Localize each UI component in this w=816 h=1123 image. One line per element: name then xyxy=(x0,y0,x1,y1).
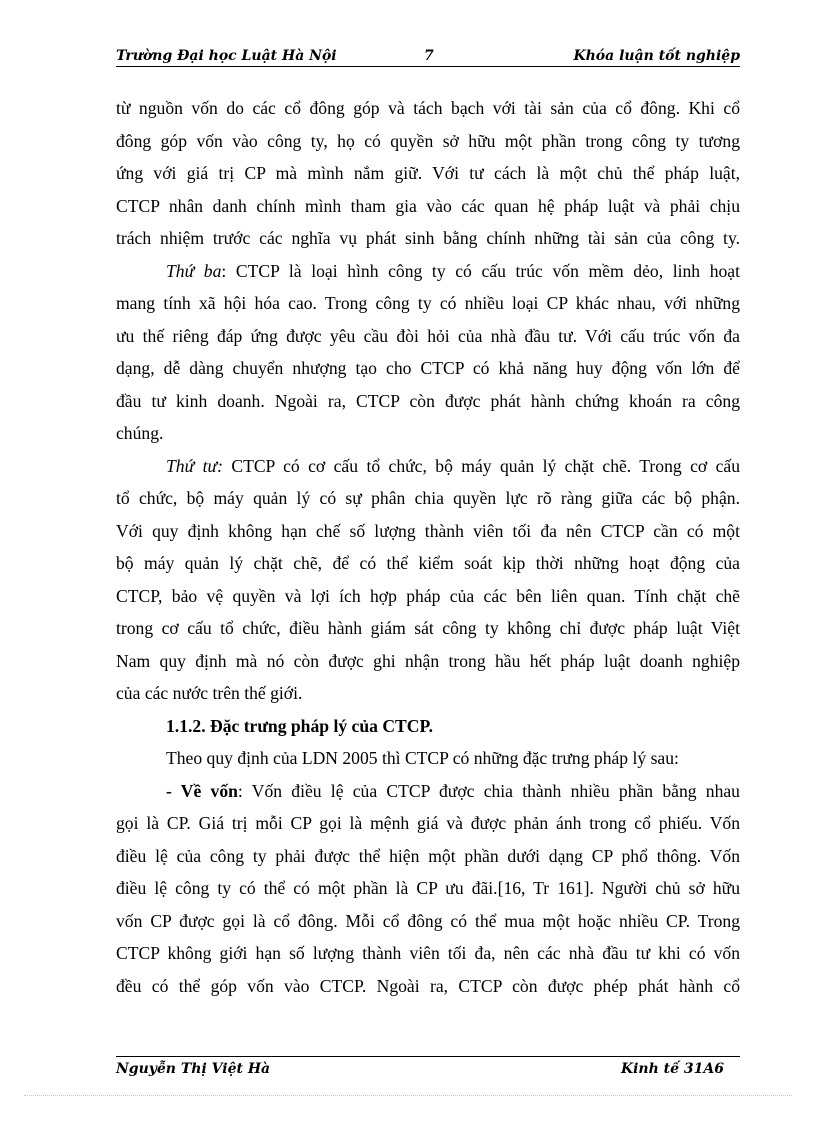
header-university: Trường Đại học Luật Hà Nội xyxy=(116,48,337,64)
body-line: trách nhiệm trước các nghĩa vụ phát sinh bằng chính những tài sản của công ty. xyxy=(116,228,740,248)
page-footer xyxy=(116,1056,740,1077)
body-line: CTCP, bảo vệ quyền và lợi ích hợp pháp của các bên liên quan. Tính chặt chẽ xyxy=(116,585,740,606)
body-line: mang tính xã hội hóa cao. Trong công ty có nhiều loại CP khác nhau, với những xyxy=(116,293,740,313)
paragraph-text: : CTCP là loại hình công ty có cấu trúc vốn mềm dẻo, linh hoạt xyxy=(221,260,741,281)
paragraph-ve-von-first-line xyxy=(116,775,740,808)
body-line: CTCP nhân danh chính mình tham gia vào các quan hệ pháp luật và phải chịu xyxy=(116,195,740,216)
body-line: đông góp vốn vào công ty, họ có quyền sở hữu một phần trong công ty tương xyxy=(116,130,740,151)
body-line: đầu tư kinh doanh. Ngoài ra, CTCP còn được phát hành chứng khoán ra công xyxy=(116,390,740,411)
body-line: điều lệ của công ty phải được thể hiện một phần dưới dạng CP phổ thông. Vốn xyxy=(116,845,740,866)
body-line: ưu thế riêng đáp ứng được yêu cầu đòi hỏi của nhà đầu tư. Với cấu trúc vốn đa xyxy=(116,325,740,346)
paragraph-thu-tu-first-line xyxy=(116,450,740,483)
page-header xyxy=(116,46,740,67)
paragraph-text: CTCP có cơ cấu tổ chức, bộ máy quản lý chặt chẽ. Trong cơ cấu xyxy=(222,455,741,476)
body-line: gọi là CP. Giá trị mỗi CP gọi là mệnh giá và được phản ánh trong cổ phiếu. Vốn xyxy=(116,813,740,833)
intro-line: Theo quy định của LDN 2005 thì CTCP có những đặc trưng pháp lý sau: xyxy=(166,748,679,768)
body-line: chúng. xyxy=(116,423,164,443)
header-document-type: Khóa luận tốt nghiệp xyxy=(573,48,740,64)
body-line: bộ máy quản lý chặt chẽ, để có thể kiểm soát kịp thời những hoạt động của xyxy=(116,553,740,573)
body-line: vốn CP được gọi là cổ đông. Mỗi cổ đông có thể mua một hoặc nhiều CP. Trong xyxy=(116,910,740,931)
body-line: từ nguồn vốn do các cổ đông góp và tách bạch với tài sản của cổ đông. Khi cổ xyxy=(116,98,740,118)
section-heading: 1.1.2. Đặc trưng pháp lý của CTCP. xyxy=(166,715,433,736)
body-line: điều lệ công ty có thể có một phần là CP ưu đãi.[16, Tr 161]. Người chủ sở hữu xyxy=(116,878,740,898)
footer-class: Kinh tế 31A6 xyxy=(620,1061,724,1077)
paragraph-thu-ba-first-line xyxy=(116,255,740,288)
body-line: Với quy định không hạn chế số lượng thành viên tối đa nên CTCP cần có một xyxy=(116,520,740,541)
paragraph-label: Thứ ba xyxy=(166,260,222,281)
body-line: đều có thể góp vốn vào CTCP. Ngoài ra, CTCP còn được phép phát hành cổ xyxy=(116,975,740,996)
paragraph-label: Thứ tư: xyxy=(166,455,223,476)
page-break-separator xyxy=(24,1095,792,1096)
header-page-number: 7 xyxy=(424,48,434,64)
body-line: CTCP không giới hạn số lượng thành viên tối đa, nên các nhà đầu tư khi có vốn xyxy=(116,943,740,963)
paragraph-label: - Về vốn xyxy=(166,780,238,801)
body-line: ứng với giá trị CP mà mình nắm giữ. Với tư cách là một chủ thể pháp luật, xyxy=(116,163,740,183)
body-line: trong cơ cấu tổ chức, điều hành giám sát công ty không chỉ được pháp luật Việt xyxy=(116,618,740,638)
footer-author: Nguyễn Thị Việt Hà xyxy=(116,1061,271,1077)
paragraph-text: : Vốn điều lệ của CTCP được chia thành nhiều phần bằng nhau xyxy=(237,780,740,801)
body-line: dạng, dễ dàng chuyển nhượng tạo cho CTCP có khả năng huy động vốn lớn để xyxy=(116,358,740,378)
body-line: của các nước trên thế giới. xyxy=(116,683,303,703)
body-line: tổ chức, bộ máy quản lý có sự phân chia quyền lực rõ ràng giữa các bộ phận. xyxy=(116,488,740,508)
document-body xyxy=(116,92,740,1002)
body-line: Nam quy định mà nó còn được ghi nhận trong hầu hết pháp luật doanh nghiệp xyxy=(116,650,740,671)
